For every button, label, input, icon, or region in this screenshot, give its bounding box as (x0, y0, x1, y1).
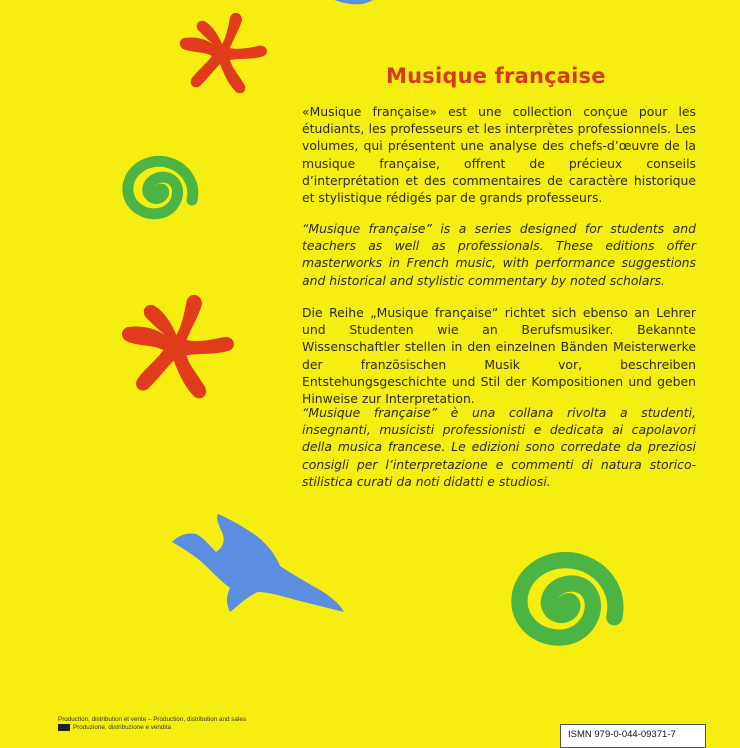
green-spiral-icon (112, 148, 204, 230)
description-italian: “Musique française” è una collana rivolta a studenti, insegnanti, musicisti professionisti e dedicata ai capolavori della musica francese. Le edizioni sono corredate da preziosi consigli per l’interpretazione e commenti di natura storico-stilistica curati da noti didatti e studiosi. (302, 405, 696, 489)
blue-shape-icon (318, 0, 382, 10)
series-title: Musique française (386, 64, 606, 88)
blue-bird-icon (168, 512, 348, 616)
description-english: “Musique française” is a series designed for students and teachers as well as professionals. These editions offer masterworks in French music, with performance suggestions and historical and stylistic commentary by noted scholars. (302, 221, 696, 288)
description-german: Die Reihe „Musique française“ richtet sich ebenso an Lehrer und Studenten wie an Berufsmusiker. Bekannte Wissenschaftler stellen in den einzelnen Bänden Meisterwerke der französischen Musik vor, beschreiben Entstehungsgeschichte und Stil der Kompositionen und geben Hinweise zur Interpretation. (302, 305, 696, 407)
red-star-icon (172, 12, 270, 98)
red-star-icon (112, 292, 238, 406)
description-french: «Musique française» est une collection conçue pour les étudiants, les professeurs et les interprètes professionnels. Les volumes, qui présentent une analyse des chefs-d’œuvre de la musique française, offrent de précieux conseils d’interprétation et des commentaires de caractère historique et stylistique rédigés par de grands professeurs. (302, 104, 696, 206)
footer-line-1: Production, distribution et vente – Production, distribution and sales (58, 716, 246, 723)
footer-line-2: Produzione, distribuzione e vendita (73, 724, 172, 732)
publisher-logo-icon (58, 724, 70, 731)
green-spiral-icon (496, 540, 632, 662)
publisher-footer (58, 716, 318, 732)
isbn-box: ISMN 979-0-044-09371-7 (560, 724, 706, 748)
